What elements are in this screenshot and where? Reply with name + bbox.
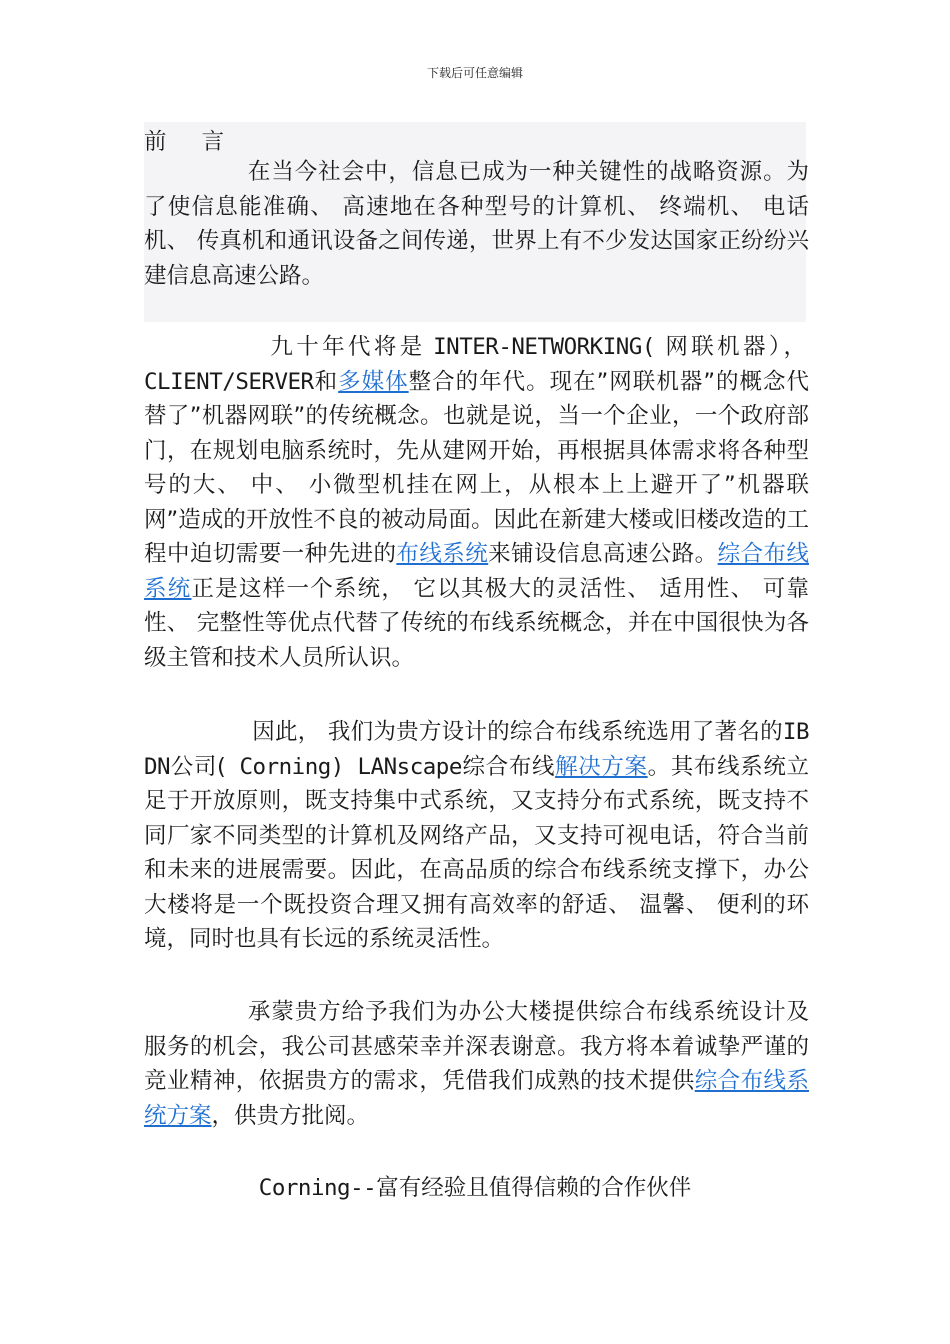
multimedia-link[interactable]: 多媒体 (338, 368, 409, 395)
p3-text-d: Corning) LANscape (225, 753, 462, 780)
paragraph-intro-text: 在当今社会中，信息已成为一种关键性的战略资源。为了使信息能准确、 高速地在各种型号的计算机、 终端机、 电话机、 传真机和通讯设备之间传递，世界上有不少发达国家正纷纷兴建信息高速公路。 (144, 159, 809, 289)
integrated-cabling-link[interactable]: 综合布线系统 (144, 541, 809, 602)
p2-text-h: 正是这样一个系统， 它以其极大的灵活性、 适用性、 可靠性、 完整性等优点代替了传统的布线系统概念，并在中国很快为各级主管和技术人员所认识。 (144, 575, 809, 671)
closing-brand: Corning-- (258, 1175, 377, 1201)
solution-link[interactable]: 解决方案 (555, 753, 648, 780)
cabling-system-link[interactable]: 布线系统 (396, 541, 489, 567)
p3-text-e: 综合布线 (461, 753, 556, 780)
p3-text-f: 。其布线系统立足于开放原则，既支持集中式系统，又支持分布式系统，既支持不同厂家不同类型的计算机及网络产品，又支持可视电话，符合当前和未来的进展需要。因此，在高品质的综合布线系统支撑下，办公大楼将是一个既投资合理又拥有高效率的舒适、 温馨、 便利的环境，同时也具有长远的系统灵活性。 (144, 753, 809, 952)
cabling-solution-link[interactable]: 综合布线系统方案 (144, 1068, 809, 1129)
paragraph-intro (144, 155, 809, 293)
p2-text-d: CLIENT/SERVER (144, 368, 314, 395)
paragraph-internetworking (144, 330, 809, 675)
p4-text-a: 承蒙贵方给予我们为办公大楼提供综合布线系统设计及服务的机会，我公司甚感荣幸并深表谢意。我方将本着诚挚严谨的竞业精神，依据贵方的需求，凭借我们成熟的技术提供 (144, 999, 809, 1094)
p2-text-e: 和 (313, 368, 339, 395)
page-title: 前 言 (144, 129, 239, 155)
p2-text-a: 九十年代将是 (270, 334, 426, 360)
closing-heading (0, 1170, 950, 1202)
p3-text-c: 公司( (170, 753, 226, 780)
p3-text-b: IBDN (144, 719, 809, 780)
p2-text-f: 整合的年代。现在”网联机器”的概念代替了”机器网联”的传统概念。也就是说，当一个企业，一个政府部门，在规划电脑系统时，先从建网开始，再根据具体需求将各种型号的大、 中、 小微型机挂在网上，从根本上上避开了”机器联网”造成的开放性不良的被动局面。因此在新建大楼或旧楼改造的工程中迫切需要一种先进的 (144, 368, 809, 567)
p4-text-b: ，供贵方批阅。 (211, 1102, 370, 1129)
p2-text-g: 来铺设信息高速公路。 (488, 541, 718, 567)
closing-tagline: 富有经验且值得信赖的合作伙伴 (376, 1175, 692, 1201)
paragraph-corning-solution (144, 715, 809, 957)
p3-text-a: 因此， 我们为贵方设计的综合布线系统选用了著名的 (252, 719, 783, 745)
page-header: 下载后可任意编辑 (426, 66, 523, 80)
paragraph-thanks (144, 995, 809, 1133)
p2-text-b: INTER-NETWORKING( (433, 334, 655, 360)
p2-text-c: 网联机器）， (654, 334, 810, 360)
